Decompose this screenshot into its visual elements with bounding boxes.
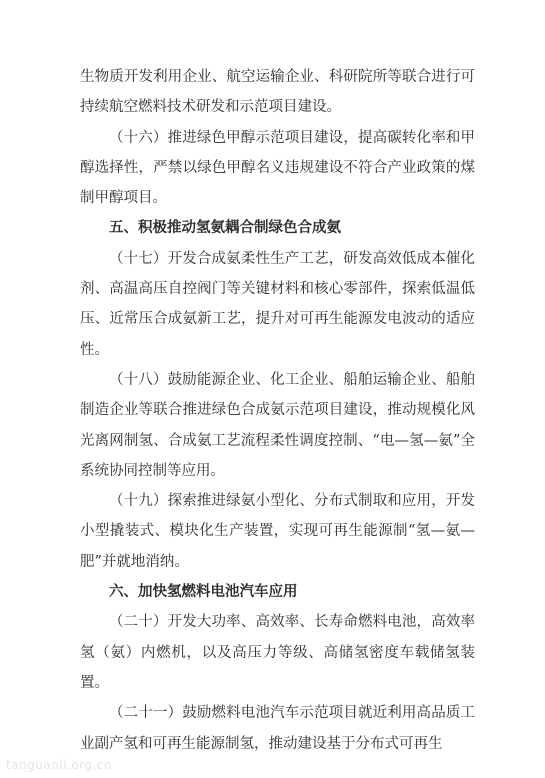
paragraph-item-20: （二十）开发大功率、高效率、长寿命燃料电池，高效率氢（氨）内燃机，以及高压力等级、高储氢密度车载储氢装置。	[80, 614, 475, 691]
paragraph-continuation: 生物质开发利用企业、航空运输企业、科研院所等联合进行可持续航空燃料技术研发和示范项目建设。	[80, 69, 475, 116]
paragraph-item-16: （十六）推进绿色甲醇示范项目建设，提高碳转化率和甲醇选择性，严禁以绿色甲醇名义违规建设不符合产业政策的煤制甲醇项目。	[80, 129, 475, 207]
paragraph-item-21: （二十一）鼓励燃料电池汽车示范项目就近利用高品质工业副产氢和可再生能源制氢，推动建设基于分布式可再生	[80, 705, 475, 752]
watermark: tanguanli.org.cn	[6, 758, 113, 772]
paragraph-item-18: （十八）鼓励能源企业、化工企业、船舶运输企业、船舶制造企业等联合推进绿色合成氨示范项目建设，推动规模化风光离网制氢、合成氨工艺流程柔性调度控制、“电—氢—氨”全系统协同控制等应用。	[80, 371, 475, 479]
section-heading-5: 五、积极推动氢氨耦合制绿色合成氨	[109, 220, 341, 237]
section-heading-6: 六、加快氢燃料电池汽车应用	[109, 584, 298, 601]
paragraph-item-19: （十九）探索推进绿氨小型化、分布式制取和应用，开发小型撬装式、模块化生产装置，实现可再生能源制“氢—氨—肥”并就地消纳。	[80, 493, 475, 570]
paragraph-item-17: （十七）开发合成氨柔性生产工艺，研发高效低成本催化剂、高温高压自控阀门等关键材料和核心零部件，探索低温低压、近常压合成氨新工艺，提升对可再生能源发电波动的适应性。	[80, 250, 475, 358]
